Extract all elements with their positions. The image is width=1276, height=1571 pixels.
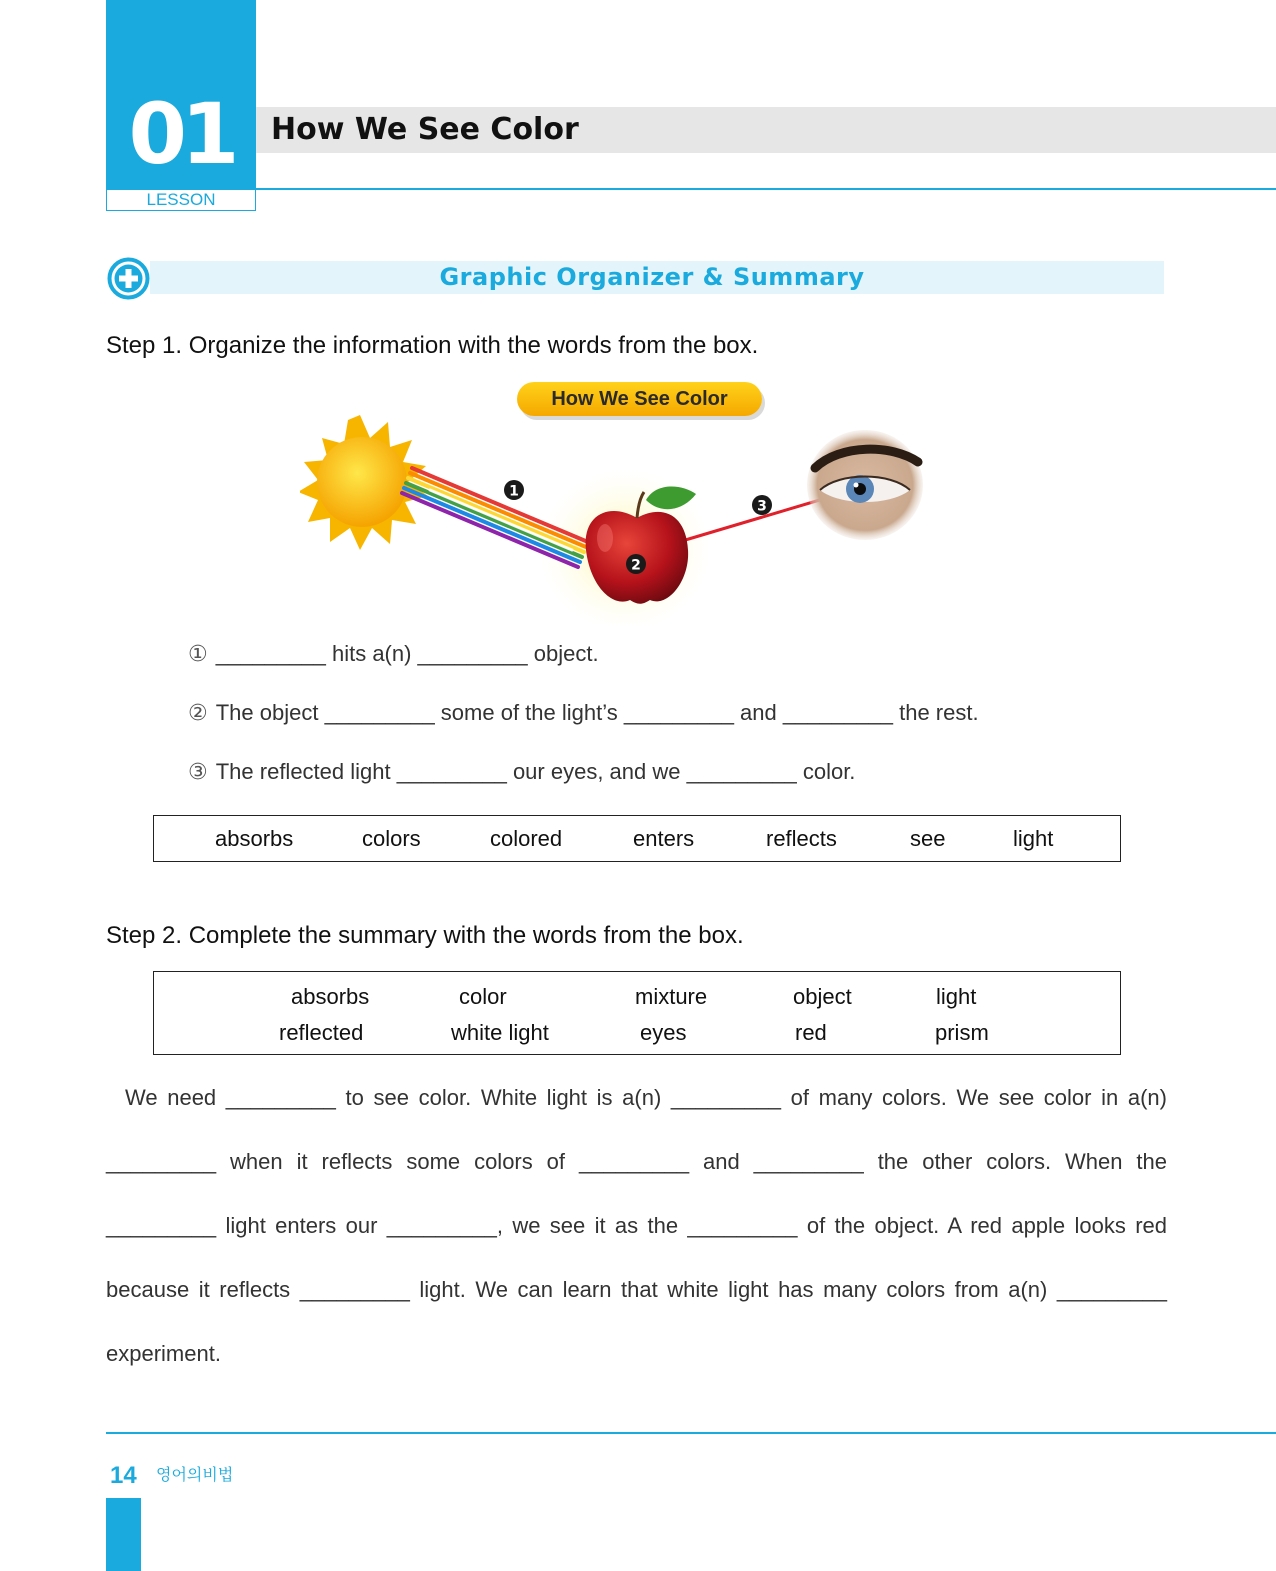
marker-1 bbox=[504, 480, 524, 500]
item-number: ① bbox=[188, 641, 208, 666]
book-title: 영어의비법 bbox=[156, 1467, 234, 1484]
summary-line-1: We need _________ to see color. White light is a(n) _________ of many colors. We see color in a(n) bbox=[125, 1085, 1167, 1110]
word-box-item: see bbox=[910, 826, 946, 851]
word-box-item: color bbox=[459, 984, 507, 1009]
word-box-item: red bbox=[795, 1020, 827, 1045]
diagram-title: How We See Color bbox=[551, 388, 728, 410]
step1-instruction: Step 1. Organize the information with the words from the box. bbox=[106, 332, 759, 359]
item-text: The reflected light _________ our eyes, and we _________ color. bbox=[215, 759, 856, 784]
item-number: ② bbox=[188, 700, 208, 725]
word-box-item: white light bbox=[451, 1020, 549, 1045]
word-box-item: absorbs bbox=[215, 826, 294, 851]
page-title: How We See Color bbox=[271, 112, 579, 147]
footer-divider bbox=[106, 1432, 1276, 1434]
word-box-item: eyes bbox=[640, 1020, 687, 1045]
step1-item-3 bbox=[188, 757, 855, 787]
word-box-item: colors bbox=[362, 826, 421, 851]
item-text: The object _________ some of the light’s _________ and _________ the rest. bbox=[215, 700, 979, 725]
footer-tab bbox=[106, 1498, 141, 1571]
summary-line-4: because it reflects _________ light. We can learn that white light has many colors from a(n) _________ bbox=[106, 1277, 1167, 1302]
word-box-item: absorbs bbox=[291, 984, 370, 1009]
word-box-item: enters bbox=[633, 826, 695, 851]
marker-2 bbox=[626, 554, 646, 574]
item-number: ③ bbox=[188, 759, 208, 784]
header-divider bbox=[256, 188, 1276, 190]
plus-circle-icon bbox=[107, 257, 150, 300]
word-box-item: reflected bbox=[279, 1020, 364, 1045]
step1-word-box bbox=[153, 815, 1121, 862]
marker-3 bbox=[752, 495, 772, 515]
word-box-item: light bbox=[1013, 826, 1054, 851]
svg-text:2: 2 bbox=[631, 557, 641, 574]
word-box-item: object bbox=[793, 984, 852, 1009]
summary-line-3: _________ light enters our _________, we see it as the _________ of the object. A red apple looks red bbox=[106, 1213, 1167, 1238]
section-heading: Graphic Organizer & Summary bbox=[439, 263, 865, 291]
color-vision-diagram bbox=[300, 410, 940, 625]
step1-item-1 bbox=[188, 639, 599, 669]
summary-line-2: _________ when it reflects some colors of _________ and _________ the other colors. When the bbox=[106, 1149, 1167, 1174]
eye-icon bbox=[807, 430, 923, 540]
summary-line-5: experiment. bbox=[106, 1341, 221, 1366]
lesson-label: LESSON bbox=[146, 190, 216, 209]
step1-item-2 bbox=[188, 698, 979, 728]
word-box-item: light bbox=[936, 984, 977, 1009]
word-box-item: colored bbox=[490, 826, 563, 851]
item-text: _________ hits a(n) _________ object. bbox=[215, 641, 599, 666]
step2-instruction: Step 2. Complete the summary with the words from the box. bbox=[106, 922, 744, 949]
lesson-number: 01 bbox=[128, 85, 234, 183]
svg-text:3: 3 bbox=[757, 498, 767, 515]
word-box-item: reflects bbox=[766, 826, 837, 851]
step2-word-box bbox=[153, 971, 1121, 1055]
svg-text:1: 1 bbox=[509, 483, 519, 500]
page-number: 14 bbox=[110, 1462, 137, 1489]
word-box-item: mixture bbox=[635, 984, 708, 1009]
word-box-item: prism bbox=[935, 1020, 989, 1045]
